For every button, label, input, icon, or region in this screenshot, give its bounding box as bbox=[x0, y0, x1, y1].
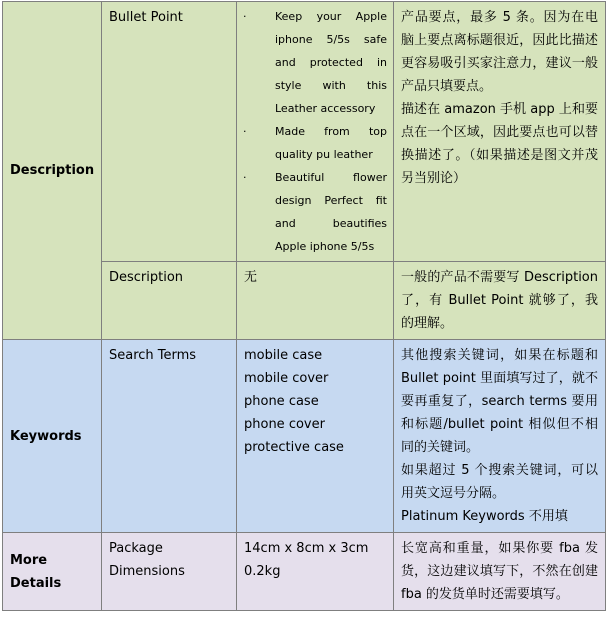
note-paragraph: Platinum Keywords 不用填 bbox=[401, 509, 568, 524]
weight-value: 0.2kg bbox=[244, 564, 281, 579]
search-terms-values bbox=[237, 340, 394, 533]
bullet-item bbox=[243, 120, 387, 166]
section-more-details bbox=[3, 533, 102, 611]
field-search-terms: Search Terms bbox=[102, 340, 237, 533]
search-terms-note bbox=[394, 340, 606, 533]
field-line: Package bbox=[109, 541, 163, 556]
description-note: 一般的产品不需要写 Description 了，有 Bullet Point 就够了，我的理解。 bbox=[394, 262, 606, 340]
bullet-dot: · bbox=[243, 125, 247, 138]
bullet-item bbox=[243, 166, 387, 258]
section-more-details-line: More bbox=[10, 552, 48, 568]
note-paragraph: 产品要点，最多 5 条。因为在电脑上要点离标题很近，因此比描述更容易吸引买家注意力，建议一般产品只填要点。 bbox=[401, 10, 598, 94]
dimensions-value: 14cm x 8cm x 3cm bbox=[244, 541, 369, 556]
search-term: mobile cover bbox=[244, 371, 329, 386]
bullet-dot: · bbox=[243, 171, 247, 184]
package-dimensions-note: 长宽高和重量，如果你要 fba 发货，这边建议填写下，不然在创建 fba 的发货单时还需要填写。 bbox=[394, 533, 606, 611]
search-term: protective case bbox=[244, 440, 344, 455]
note-paragraph: 其他搜索关键词，如果在标题和 Bullet point 里面填写过了，就不要再重复了，search terms 要用和标题/bullet point 相似但不相同的关键词。 bbox=[401, 348, 598, 455]
row-search-terms bbox=[3, 340, 606, 533]
row-package-dimensions bbox=[3, 533, 606, 611]
listing-fields-table bbox=[2, 1, 606, 611]
search-term: phone cover bbox=[244, 417, 325, 432]
package-dimensions-values bbox=[237, 533, 394, 611]
field-description: Description bbox=[102, 262, 237, 340]
field-package-dimensions bbox=[102, 533, 237, 611]
bullet-text: Beautiful flower design Perfect fit and beautifies Apple iphone 5/5s bbox=[275, 171, 387, 253]
bullet-item bbox=[243, 5, 387, 120]
field-bullet-point: Bullet Point bbox=[102, 2, 237, 262]
bullet-dot: · bbox=[243, 10, 247, 23]
bullet-text: Made from top quality pu leather bbox=[275, 125, 387, 161]
search-term: mobile case bbox=[244, 348, 323, 363]
bullet-point-note bbox=[394, 2, 606, 262]
section-more-details-line: Details bbox=[10, 575, 62, 591]
bullet-text: Keep your Apple iphone 5/5s safe and protected in style with this Leather accessory bbox=[275, 10, 387, 115]
section-description: Description bbox=[3, 2, 102, 340]
row-bullet-point bbox=[3, 2, 606, 262]
field-line: Dimensions bbox=[109, 564, 185, 579]
bullet-point-values bbox=[237, 2, 394, 262]
note-paragraph: 描述在 amazon 手机 app 上和要点在一个区域，因此要点也可以替换描述了。（如果描述是图文并茂另当别论） bbox=[401, 102, 598, 186]
note-paragraph: 如果超过 5 个搜索关键词，可以用英文逗号分隔。 bbox=[401, 463, 598, 501]
section-keywords: Keywords bbox=[3, 340, 102, 533]
description-value: 无 bbox=[237, 262, 394, 340]
search-term: phone case bbox=[244, 394, 319, 409]
